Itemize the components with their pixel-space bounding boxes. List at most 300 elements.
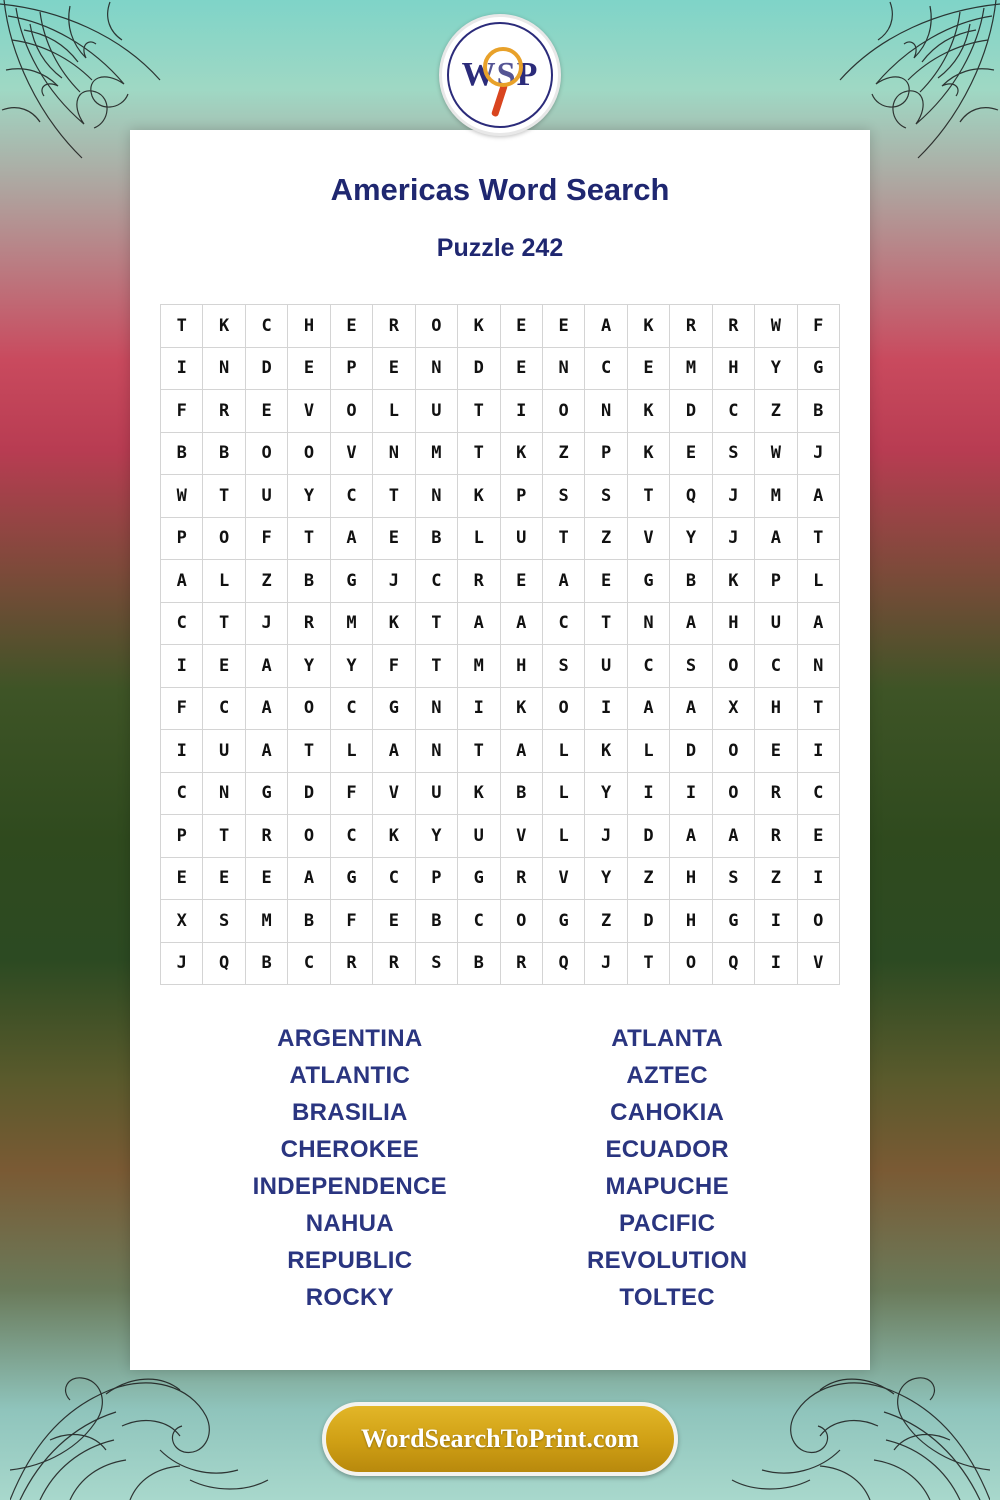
grid-cell[interactable]: K xyxy=(458,305,500,348)
grid-cell[interactable]: F xyxy=(373,645,415,688)
grid-cell[interactable]: B xyxy=(797,390,839,433)
grid-cell[interactable]: B xyxy=(415,900,457,943)
grid-cell[interactable]: K xyxy=(627,432,669,475)
grid-row xyxy=(161,730,840,773)
word-list-item[interactable]: REVOLUTION xyxy=(586,1247,748,1274)
grid-cell[interactable]: V xyxy=(627,517,669,560)
grid-cell[interactable]: R xyxy=(373,305,415,348)
grid-cell[interactable]: T xyxy=(797,517,839,560)
grid-cell[interactable]: C xyxy=(712,390,754,433)
grid-cell[interactable]: O xyxy=(712,730,754,773)
grid-cell[interactable]: O xyxy=(542,687,584,730)
grid-cell[interactable]: A xyxy=(500,602,542,645)
page-title: Americas Word Search xyxy=(330,172,670,207)
grid-cell[interactable]: E xyxy=(245,857,287,900)
grid-cell[interactable]: E xyxy=(288,347,330,390)
grid-row xyxy=(161,602,840,645)
grid-cell[interactable]: E xyxy=(797,815,839,858)
grid-cell[interactable]: G xyxy=(373,687,415,730)
grid-cell[interactable]: U xyxy=(500,517,542,560)
grid-cell[interactable]: N xyxy=(203,772,245,815)
grid-cell[interactable]: Z xyxy=(585,517,627,560)
grid-cell[interactable]: Q xyxy=(203,942,245,985)
grid-cell[interactable]: I xyxy=(161,730,203,773)
grid-cell[interactable]: Q xyxy=(712,942,754,985)
grid-cell[interactable]: N xyxy=(415,687,457,730)
grid-cell[interactable]: S xyxy=(712,432,754,475)
puzzle-number: Puzzle 242 xyxy=(436,234,564,262)
grid-cell[interactable]: O xyxy=(712,772,754,815)
grid-cell[interactable]: C xyxy=(161,772,203,815)
grid-cell[interactable]: C xyxy=(627,645,669,688)
grid-cell[interactable]: O xyxy=(203,517,245,560)
grid-cell[interactable]: L xyxy=(458,517,500,560)
grid-cell[interactable]: Z xyxy=(755,390,797,433)
word-list-item[interactable]: ECUADOR xyxy=(605,1136,729,1163)
grid-cell[interactable]: G xyxy=(330,857,372,900)
word-list-item[interactable]: ATLANTIC xyxy=(289,1062,411,1089)
grid-cell[interactable]: A xyxy=(500,730,542,773)
grid-cell[interactable]: A xyxy=(670,687,712,730)
grid-cell[interactable]: K xyxy=(203,305,245,348)
grid-cell[interactable]: R xyxy=(670,305,712,348)
grid-cell[interactable]: P xyxy=(330,347,372,390)
grid-cell[interactable]: V xyxy=(542,857,584,900)
grid-cell[interactable]: O xyxy=(288,687,330,730)
grid-cell[interactable]: P xyxy=(161,815,203,858)
grid-cell[interactable]: T xyxy=(203,475,245,518)
grid-cell[interactable]: Z xyxy=(245,560,287,603)
grid-cell[interactable]: A xyxy=(797,475,839,518)
grid-cell[interactable]: H xyxy=(712,602,754,645)
grid-cell[interactable]: G xyxy=(330,560,372,603)
grid-cell[interactable]: C xyxy=(330,815,372,858)
grid-cell[interactable]: A xyxy=(161,560,203,603)
grid-cell[interactable]: U xyxy=(245,475,287,518)
grid-cell[interactable]: T xyxy=(585,602,627,645)
grid-cell[interactable]: T xyxy=(203,602,245,645)
grid-cell[interactable]: T xyxy=(415,602,457,645)
grid-cell[interactable]: I xyxy=(161,645,203,688)
grid-cell[interactable]: A xyxy=(245,687,287,730)
grid-cell[interactable]: B xyxy=(415,517,457,560)
word-list-item[interactable]: PACIFIC xyxy=(618,1210,716,1237)
grid-cell[interactable]: Z xyxy=(755,857,797,900)
grid-cell[interactable]: T xyxy=(203,815,245,858)
grid-cell[interactable]: W xyxy=(755,305,797,348)
grid-cell[interactable]: B xyxy=(288,560,330,603)
grid-cell[interactable]: E xyxy=(585,560,627,603)
grid-cell[interactable]: B xyxy=(670,560,712,603)
grid-cell[interactable]: Q xyxy=(542,942,584,985)
grid-cell[interactable]: A xyxy=(585,305,627,348)
grid-cell[interactable]: J xyxy=(797,432,839,475)
grid-cell[interactable]: T xyxy=(161,305,203,348)
grid-cell[interactable]: I xyxy=(797,730,839,773)
grid-row xyxy=(161,475,840,518)
grid-cell[interactable]: B xyxy=(500,772,542,815)
grid-cell[interactable]: D xyxy=(627,815,669,858)
grid-cell[interactable]: U xyxy=(415,772,457,815)
grid-cell[interactable]: O xyxy=(670,942,712,985)
grid-cell[interactable]: O xyxy=(245,432,287,475)
grid-cell[interactable]: A xyxy=(670,602,712,645)
grid-cell[interactable]: N xyxy=(415,475,457,518)
logo-text: WSP xyxy=(461,56,539,93)
grid-cell[interactable]: U xyxy=(458,815,500,858)
grid-cell[interactable]: K xyxy=(373,602,415,645)
grid-cell[interactable]: T xyxy=(458,432,500,475)
grid-cell[interactable]: E xyxy=(500,305,542,348)
grid-cell[interactable]: R xyxy=(712,305,754,348)
grid-cell[interactable]: L xyxy=(797,560,839,603)
grid-cell[interactable]: S xyxy=(203,900,245,943)
grid-cell[interactable]: M xyxy=(245,900,287,943)
grid-row xyxy=(161,857,840,900)
word-list-item[interactable]: CAHOKIA xyxy=(610,1099,725,1126)
grid-cell[interactable]: G xyxy=(458,857,500,900)
grid-cell[interactable]: G xyxy=(627,560,669,603)
grid-cell[interactable]: X xyxy=(712,687,754,730)
grid-cell[interactable]: R xyxy=(330,942,372,985)
grid-cell[interactable]: C xyxy=(161,602,203,645)
grid-cell[interactable]: H xyxy=(670,900,712,943)
grid-cell[interactable]: E xyxy=(373,517,415,560)
grid-cell[interactable]: Y xyxy=(288,475,330,518)
grid-cell[interactable]: C xyxy=(755,645,797,688)
grid-cell[interactable]: V xyxy=(500,815,542,858)
grid-cell[interactable]: C xyxy=(542,602,584,645)
grid-row xyxy=(161,432,840,475)
grid-cell[interactable]: H xyxy=(712,347,754,390)
grid-cell[interactable]: C xyxy=(585,347,627,390)
grid-cell[interactable]: O xyxy=(288,815,330,858)
grid-cell[interactable]: T xyxy=(373,475,415,518)
magnifier-lens-icon xyxy=(483,47,523,87)
grid-cell[interactable]: B xyxy=(161,432,203,475)
grid-cell[interactable]: K xyxy=(627,390,669,433)
grid-cell[interactable]: Y xyxy=(585,857,627,900)
grid-cell[interactable]: Y xyxy=(415,815,457,858)
grid-cell[interactable]: S xyxy=(670,645,712,688)
grid-row xyxy=(161,305,840,348)
grid-cell[interactable]: T xyxy=(288,730,330,773)
grid-cell[interactable]: G xyxy=(712,900,754,943)
grid-cell[interactable]: C xyxy=(458,900,500,943)
grid-cell[interactable]: N xyxy=(373,432,415,475)
grid-cell[interactable]: A xyxy=(542,560,584,603)
grid-cell[interactable]: C xyxy=(245,305,287,348)
grid-cell[interactable]: C xyxy=(797,772,839,815)
word-list-item[interactable]: REPUBLIC xyxy=(287,1247,413,1274)
grid-row xyxy=(161,815,840,858)
grid-cell[interactable]: D xyxy=(670,730,712,773)
grid-cell[interactable]: O xyxy=(415,305,457,348)
grid-cell[interactable]: E xyxy=(203,645,245,688)
word-list-item[interactable]: MAPUCHE xyxy=(605,1173,729,1200)
grid-cell[interactable]: I xyxy=(161,347,203,390)
grid-cell[interactable]: T xyxy=(458,390,500,433)
grid-cell[interactable]: A xyxy=(245,645,287,688)
grid-row xyxy=(161,942,840,985)
grid-cell[interactable]: O xyxy=(712,645,754,688)
word-list-item[interactable]: ATLANTA xyxy=(611,1025,724,1052)
word-list-item[interactable]: TOLTEC xyxy=(619,1284,715,1311)
grid-cell[interactable]: Y xyxy=(755,347,797,390)
grid-row xyxy=(161,517,840,560)
grid-cell[interactable]: Z xyxy=(542,432,584,475)
site-logo xyxy=(439,14,561,136)
grid-cell[interactable]: R xyxy=(500,942,542,985)
grid-cell[interactable]: E xyxy=(755,730,797,773)
grid-cell[interactable]: N xyxy=(797,645,839,688)
grid-cell[interactable]: N xyxy=(415,347,457,390)
grid-cell[interactable]: K xyxy=(500,432,542,475)
grid-cell[interactable]: E xyxy=(670,432,712,475)
grid-cell[interactable]: A xyxy=(245,730,287,773)
word-list-item[interactable]: CHEROKEE xyxy=(280,1136,420,1163)
grid-cell[interactable]: T xyxy=(797,687,839,730)
grid-cell[interactable]: A xyxy=(797,602,839,645)
grid-cell[interactable]: R xyxy=(500,857,542,900)
grid-cell[interactable]: N xyxy=(542,347,584,390)
grid-cell[interactable]: H xyxy=(500,645,542,688)
grid-cell[interactable]: L xyxy=(627,730,669,773)
grid-cell[interactable]: E xyxy=(161,857,203,900)
grid-cell[interactable]: P xyxy=(500,475,542,518)
grid-cell[interactable]: G xyxy=(542,900,584,943)
grid-cell[interactable]: T xyxy=(288,517,330,560)
grid-cell[interactable]: J xyxy=(161,942,203,985)
grid-cell[interactable]: U xyxy=(755,602,797,645)
grid-cell[interactable]: U xyxy=(415,390,457,433)
grid-cell[interactable]: E xyxy=(245,390,287,433)
grid-cell[interactable]: E xyxy=(373,900,415,943)
website-button-label: WordSearchToPrint.com xyxy=(360,1424,640,1453)
grid-row xyxy=(161,687,840,730)
grid-cell[interactable]: D xyxy=(627,900,669,943)
grid-cell[interactable]: R xyxy=(288,602,330,645)
word-list-item[interactable]: ROCKY xyxy=(305,1284,394,1311)
grid-cell[interactable]: P xyxy=(161,517,203,560)
grid-cell[interactable]: M xyxy=(415,432,457,475)
grid-cell[interactable]: A xyxy=(670,815,712,858)
grid-cell[interactable]: F xyxy=(161,390,203,433)
grid-cell[interactable]: R xyxy=(755,815,797,858)
grid-cell[interactable]: R xyxy=(245,815,287,858)
grid-cell[interactable]: C xyxy=(203,687,245,730)
grid-cell[interactable]: L xyxy=(542,730,584,773)
grid-cell[interactable]: Y xyxy=(670,517,712,560)
grid-cell[interactable]: E xyxy=(542,305,584,348)
grid-cell[interactable]: F xyxy=(245,517,287,560)
grid-cell[interactable]: I xyxy=(500,390,542,433)
grid-cell[interactable]: C xyxy=(373,857,415,900)
website-button[interactable] xyxy=(322,1402,678,1476)
grid-cell[interactable]: Y xyxy=(330,645,372,688)
word-list-item[interactable]: AZTEC xyxy=(626,1062,708,1089)
grid-cell[interactable]: P xyxy=(415,857,457,900)
grid-cell[interactable]: K xyxy=(458,475,500,518)
grid-cell[interactable]: V xyxy=(373,772,415,815)
grid-row xyxy=(161,645,840,688)
word-list-column-left xyxy=(253,1023,447,1314)
grid-row xyxy=(161,900,840,943)
grid-row xyxy=(161,390,840,433)
word-list-item[interactable]: INDEPENDENCE xyxy=(252,1173,447,1200)
grid-cell[interactable]: B xyxy=(245,942,287,985)
grid-cell[interactable]: S xyxy=(585,475,627,518)
grid-cell[interactable]: E xyxy=(203,857,245,900)
grid-cell[interactable]: I xyxy=(627,772,669,815)
grid-cell[interactable]: U xyxy=(203,730,245,773)
grid-cell[interactable]: A xyxy=(458,602,500,645)
grid-cell[interactable]: A xyxy=(288,857,330,900)
grid-cell[interactable]: V xyxy=(330,432,372,475)
grid-cell[interactable]: E xyxy=(500,347,542,390)
grid-cell[interactable]: J xyxy=(585,815,627,858)
grid-cell[interactable]: D xyxy=(458,347,500,390)
grid-cell[interactable]: C xyxy=(330,687,372,730)
grid-cell[interactable]: S xyxy=(415,942,457,985)
grid-cell[interactable]: I xyxy=(755,900,797,943)
grid-cell[interactable]: R xyxy=(458,560,500,603)
grid-cell[interactable]: O xyxy=(797,900,839,943)
grid-cell[interactable]: A xyxy=(627,687,669,730)
grid-cell[interactable]: A xyxy=(712,815,754,858)
word-list-item[interactable]: BRASILIA xyxy=(291,1099,408,1126)
grid-cell[interactable]: K xyxy=(458,772,500,815)
grid-cell[interactable]: A xyxy=(755,517,797,560)
grid-cell[interactable]: S xyxy=(712,857,754,900)
grid-cell[interactable]: I xyxy=(797,857,839,900)
grid-cell[interactable]: E xyxy=(330,305,372,348)
grid-cell[interactable]: T xyxy=(415,645,457,688)
grid-cell[interactable]: R xyxy=(373,942,415,985)
grid-cell[interactable]: K xyxy=(585,730,627,773)
grid-cell[interactable]: L xyxy=(203,560,245,603)
grid-cell[interactable]: Q xyxy=(670,475,712,518)
grid-cell[interactable]: T xyxy=(627,942,669,985)
grid-cell[interactable]: B xyxy=(203,432,245,475)
word-list-column-right xyxy=(587,1023,747,1314)
grid-cell[interactable]: H xyxy=(288,305,330,348)
grid-cell[interactable]: N xyxy=(415,730,457,773)
grid-cell[interactable]: F xyxy=(330,772,372,815)
grid-cell[interactable]: D xyxy=(670,390,712,433)
grid-cell[interactable]: N xyxy=(627,602,669,645)
grid-cell[interactable]: C xyxy=(330,475,372,518)
grid-cell[interactable]: J xyxy=(585,942,627,985)
grid-cell[interactable]: T xyxy=(542,517,584,560)
grid-cell[interactable]: K xyxy=(373,815,415,858)
grid-cell[interactable]: B xyxy=(288,900,330,943)
grid-cell[interactable]: P xyxy=(755,560,797,603)
grid-cell[interactable]: A xyxy=(373,730,415,773)
grid-cell[interactable]: G xyxy=(797,347,839,390)
grid-cell[interactable]: L xyxy=(542,815,584,858)
grid-cell[interactable]: Z xyxy=(585,900,627,943)
grid-cell[interactable]: W xyxy=(755,432,797,475)
grid-cell[interactable]: X xyxy=(161,900,203,943)
grid-cell[interactable]: I xyxy=(670,772,712,815)
grid-cell[interactable]: J xyxy=(373,560,415,603)
grid-cell[interactable]: E xyxy=(500,560,542,603)
grid-cell[interactable]: O xyxy=(542,390,584,433)
grid-cell[interactable]: F xyxy=(797,305,839,348)
grid-cell[interactable]: T xyxy=(458,730,500,773)
grid-cell[interactable]: J xyxy=(245,602,287,645)
puzzle-sheet xyxy=(130,130,870,1370)
grid-cell[interactable]: F xyxy=(161,687,203,730)
grid-cell[interactable]: C xyxy=(415,560,457,603)
grid-cell[interactable]: H xyxy=(755,687,797,730)
grid-cell[interactable]: F xyxy=(330,900,372,943)
word-search-grid-container xyxy=(160,304,840,985)
grid-cell[interactable]: D xyxy=(288,772,330,815)
grid-cell[interactable]: Y xyxy=(585,772,627,815)
grid-cell[interactable]: N xyxy=(585,390,627,433)
grid-cell[interactable]: L xyxy=(330,730,372,773)
grid-cell[interactable]: M xyxy=(330,602,372,645)
grid-cell[interactable]: E xyxy=(627,347,669,390)
grid-cell[interactable]: A xyxy=(330,517,372,560)
grid-cell[interactable]: I xyxy=(585,687,627,730)
grid-cell[interactable]: O xyxy=(330,390,372,433)
grid-cell[interactable]: M xyxy=(670,347,712,390)
grid-cell[interactable]: W xyxy=(161,475,203,518)
grid-cell[interactable]: Z xyxy=(627,857,669,900)
grid-cell[interactable]: D xyxy=(245,347,287,390)
grid-cell[interactable]: K xyxy=(627,305,669,348)
word-list-item[interactable]: ARGENTINA xyxy=(277,1025,423,1052)
word-list-item[interactable]: NAHUA xyxy=(305,1210,394,1237)
grid-cell[interactable]: S xyxy=(542,645,584,688)
grid-cell[interactable]: K xyxy=(500,687,542,730)
grid-cell[interactable]: V xyxy=(288,390,330,433)
grid-row xyxy=(161,347,840,390)
grid-cell[interactable]: I xyxy=(755,942,797,985)
grid-cell[interactable]: L xyxy=(542,772,584,815)
grid-cell[interactable]: P xyxy=(585,432,627,475)
grid-cell[interactable]: I xyxy=(458,687,500,730)
word-search-grid[interactable] xyxy=(160,304,840,985)
grid-cell[interactable]: M xyxy=(458,645,500,688)
grid-cell[interactable]: E xyxy=(373,347,415,390)
grid-cell[interactable]: N xyxy=(203,347,245,390)
grid-cell[interactable]: M xyxy=(755,475,797,518)
grid-cell[interactable]: R xyxy=(203,390,245,433)
grid-cell[interactable]: R xyxy=(755,772,797,815)
grid-cell[interactable]: J xyxy=(712,517,754,560)
grid-cell[interactable]: T xyxy=(627,475,669,518)
grid-cell[interactable]: V xyxy=(797,942,839,985)
grid-cell[interactable]: C xyxy=(288,942,330,985)
grid-cell[interactable]: L xyxy=(373,390,415,433)
grid-cell[interactable]: S xyxy=(542,475,584,518)
grid-row xyxy=(161,560,840,603)
grid-cell[interactable]: J xyxy=(712,475,754,518)
grid-cell[interactable]: B xyxy=(458,942,500,985)
grid-cell[interactable]: Y xyxy=(288,645,330,688)
grid-cell[interactable]: H xyxy=(670,857,712,900)
grid-cell[interactable]: U xyxy=(585,645,627,688)
grid-cell[interactable]: K xyxy=(712,560,754,603)
word-list xyxy=(130,1023,870,1314)
grid-cell[interactable]: O xyxy=(288,432,330,475)
grid-cell[interactable]: O xyxy=(500,900,542,943)
grid-cell[interactable]: G xyxy=(245,772,287,815)
